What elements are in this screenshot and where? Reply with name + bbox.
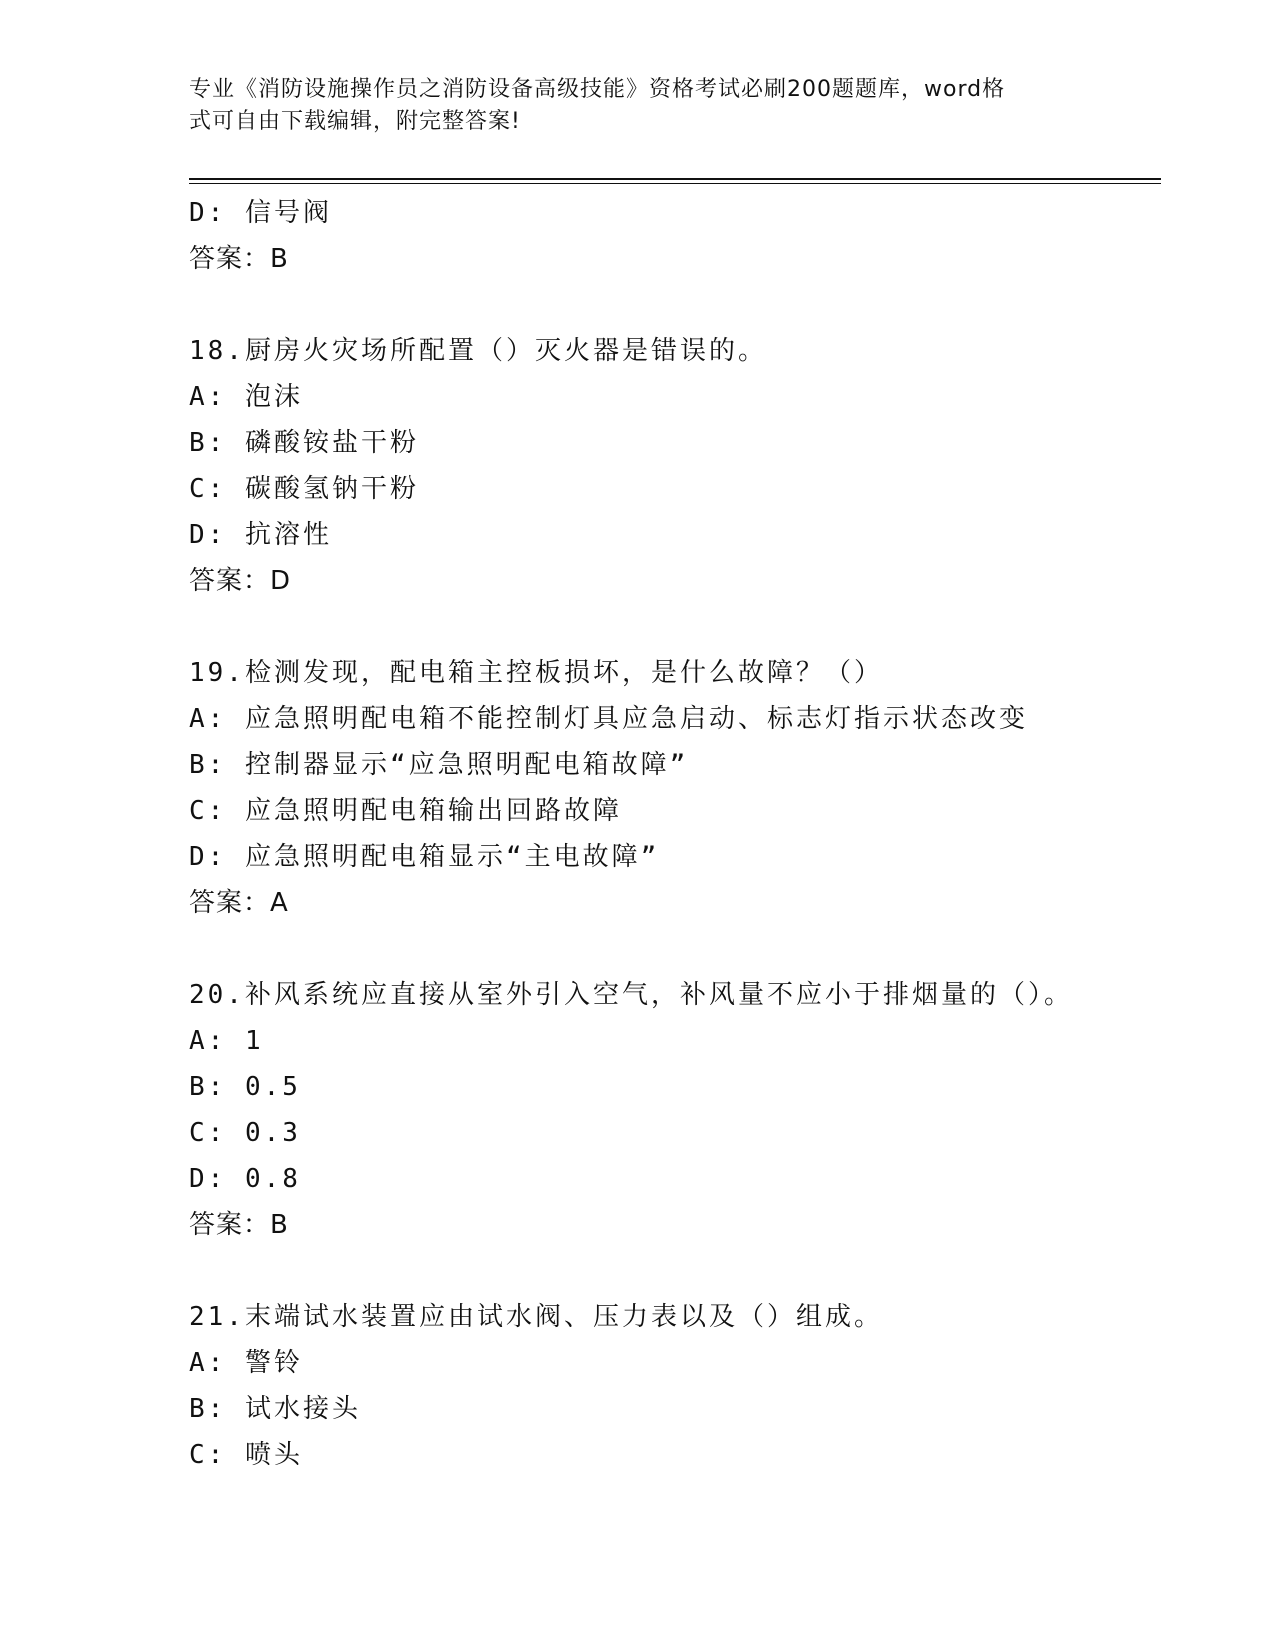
question-20 (189, 972, 1169, 1248)
header-divider-thick (189, 178, 1161, 180)
answer-line: 答案：A (189, 888, 289, 918)
header-line-1: 专业《消防设施操作员之消防设备高级技能》资格考试必刷200题题库，word格 (189, 77, 1006, 102)
question-stem: 20.补风系统应直接从室外引入空气，补风量不应小于排烟量的（）。 (189, 980, 1073, 1010)
option-a: A: 泡沫 (189, 382, 303, 412)
answer-line: 答案：B (189, 1210, 289, 1240)
option-c: C: 0.3 (189, 1118, 301, 1148)
question-stem: 21.末端试水装置应由试水阀、压力表以及（）组成。 (189, 1302, 883, 1332)
question-17-tail (189, 190, 1169, 282)
question-stem: 19.检测发现，配电箱主控板损坏，是什么故障？（） (189, 658, 883, 688)
spacer (189, 926, 1169, 972)
option-a: A: 1 (189, 1026, 264, 1056)
option-d: D: 应急照明配电箱显示“主电故障” (189, 842, 660, 872)
option-c: C: 碳酸氢钠干粉 (189, 474, 419, 504)
option-c: C: 应急照明配电箱输出回路故障 (189, 796, 622, 826)
question-21 (189, 1294, 1169, 1478)
question-18 (189, 328, 1169, 604)
answer-line: 答案：D (189, 566, 292, 596)
option-b: B: 控制器显示“应急照明配电箱故障” (189, 750, 689, 780)
option-b: B: 0.5 (189, 1072, 301, 1102)
spacer (189, 1248, 1169, 1294)
option-b: B: 试水接头 (189, 1394, 361, 1424)
option-d: D: 信号阀 (189, 198, 332, 228)
header-line-2: 式可自由下载编辑，附完整答案! (189, 109, 521, 134)
option-a: A: 警铃 (189, 1348, 303, 1378)
spacer (189, 282, 1169, 328)
document-header (189, 74, 1069, 138)
option-c: C: 喷头 (189, 1440, 303, 1470)
option-d: D: 抗溶性 (189, 520, 332, 550)
question-stem: 18.厨房火灾场所配置（）灭火器是错误的。 (189, 336, 767, 366)
answer-line: 答案：B (189, 244, 289, 274)
question-list (189, 190, 1169, 1478)
header-divider-thin (189, 183, 1161, 184)
option-d: D: 0.8 (189, 1164, 301, 1194)
question-19 (189, 650, 1169, 926)
option-b: B: 磷酸铵盐干粉 (189, 428, 419, 458)
spacer (189, 604, 1169, 650)
option-a: A: 应急照明配电箱不能控制灯具应急启动、标志灯指示状态改变 (189, 704, 1028, 734)
